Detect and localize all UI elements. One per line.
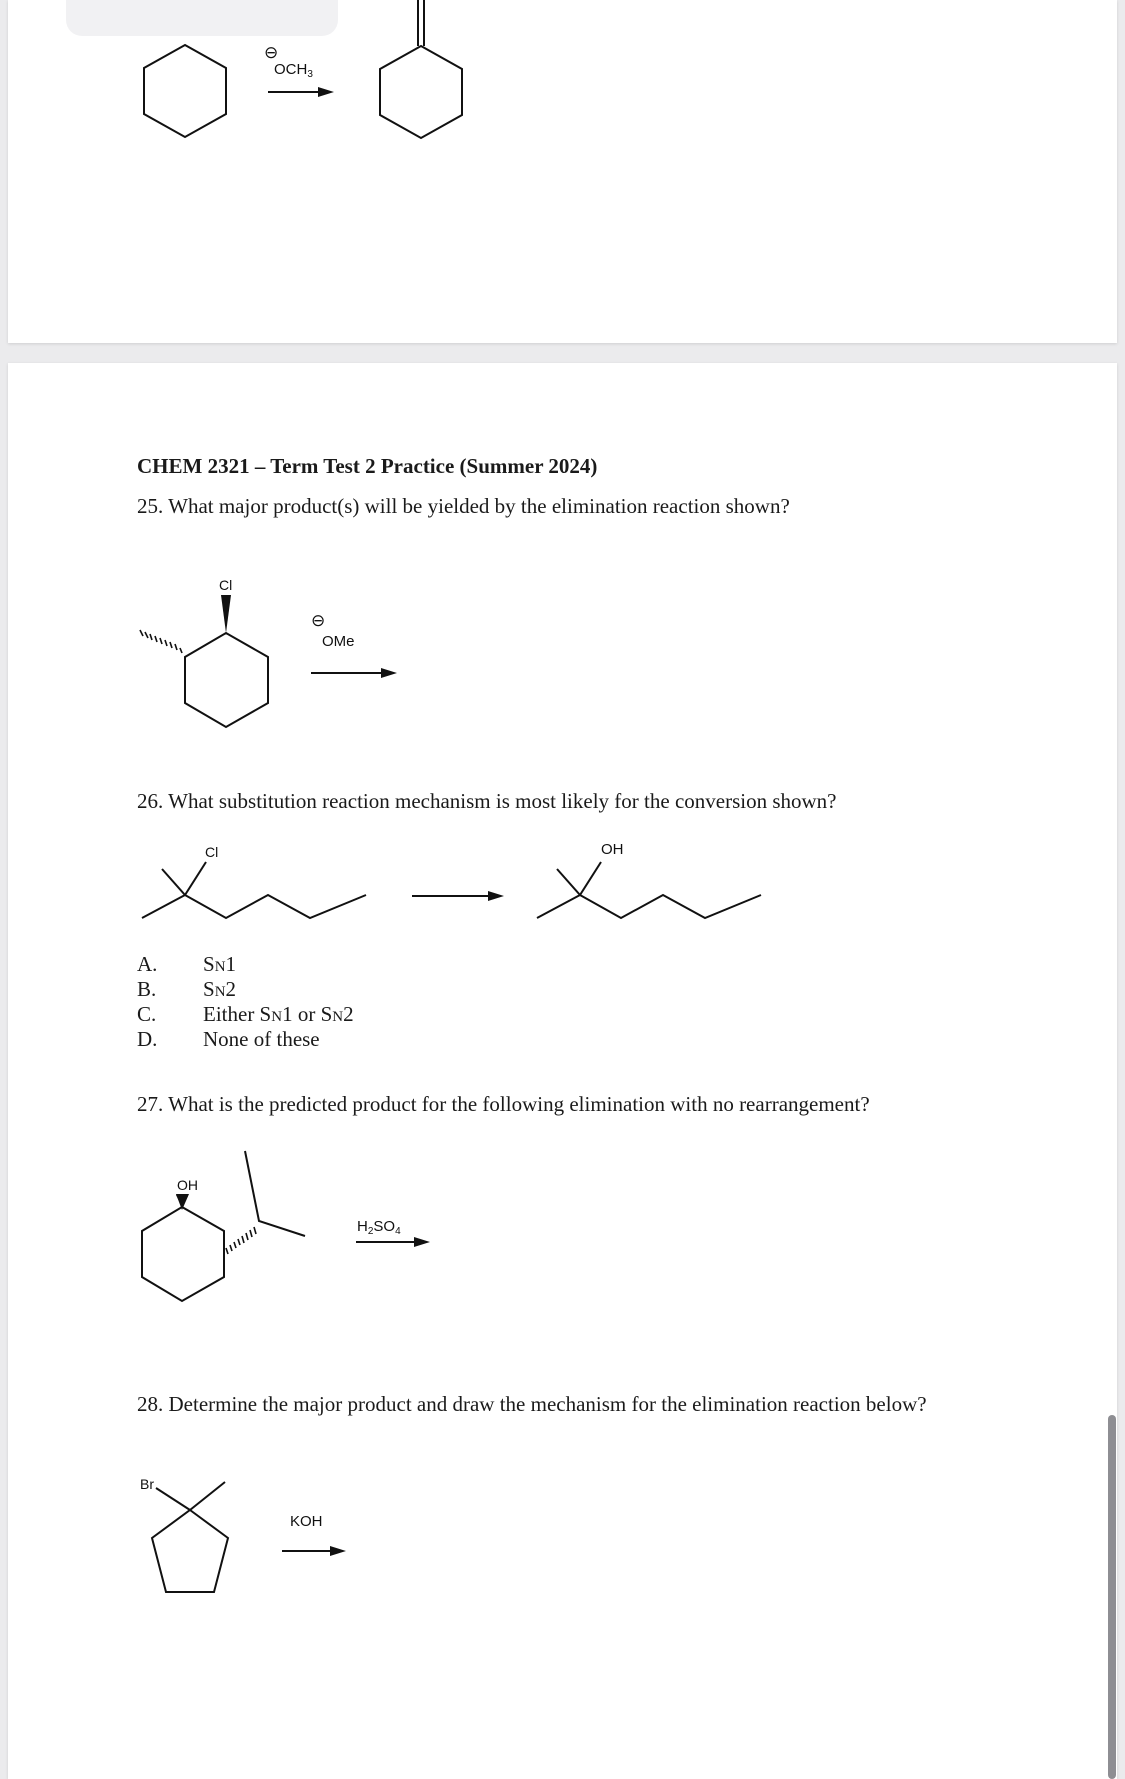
q25-substituent: Cl — [219, 577, 233, 593]
question-27-text: 27. What is the predicted product for the following elimination with no rearrangement? — [137, 1092, 870, 1116]
q26-option-b: B. SN2 — [137, 977, 237, 1001]
question-28-text: 28. Determine the major product and draw the mechanism for the elimination reaction below? — [137, 1392, 927, 1416]
question-25-text: 25. What major product(s) will be yielded by the elimination reaction shown? — [137, 494, 790, 518]
q25-charge: ⊖ — [311, 611, 326, 630]
scrollbar-thumb[interactable] — [1108, 1415, 1116, 1779]
charge-symbol: ⊖ — [264, 43, 279, 62]
methylenecyclohexane-product — [380, 46, 462, 138]
q28-substituent: Br — [140, 1476, 154, 1492]
q25-reagent: OMe — [322, 633, 355, 650]
top-reaction-scheme — [0, 0, 1125, 360]
document-header: CHEM 2321 – Term Test 2 Practice (Summer 2024) — [137, 454, 598, 478]
reagent-label: $OCH_3$ — [274, 61, 313, 80]
q26-product-substituent: OH — [601, 841, 624, 858]
q28-reagent: KOH — [290, 1513, 323, 1530]
question-26-text: 26. What substitution reaction mechanism is most likely for the conversion shown? — [137, 789, 837, 813]
q27-substituent: OH — [177, 1177, 198, 1193]
q26-option-d: D. None of these — [137, 1027, 320, 1051]
document-page — [8, 363, 1117, 1779]
cyclohexane-reactant — [144, 45, 226, 137]
reaction-arrowhead — [318, 87, 334, 97]
q26-option-c: C. Either SN1 or SN2 — [137, 1002, 354, 1026]
q26-reactant-substituent: Cl — [205, 844, 219, 860]
q27-reagent: $H_2SO_4$ — [357, 1218, 401, 1237]
q26-option-a: A. SN1 — [137, 952, 237, 976]
